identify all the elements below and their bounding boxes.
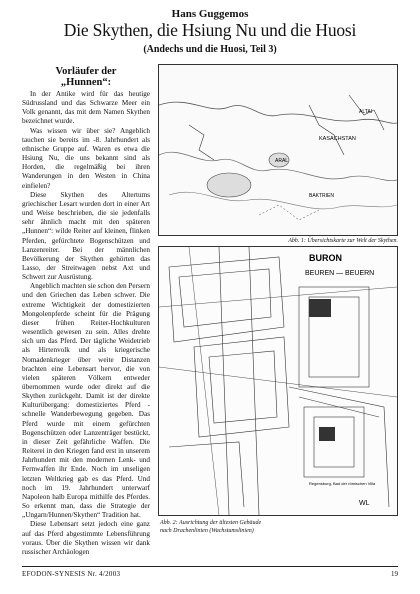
section-heading-line1: Vorläufer der — [55, 66, 117, 77]
plan-label-regensburg: Regensburg, Bad der römischen Villa — [309, 481, 376, 486]
plan-label-wl: WL — [359, 500, 370, 507]
paragraph: In der Antike wird für das heutige Südrussland und das Schwarze Meer ein Volk genannt, das mit dem Namen Skythen bezeichnet wurde. — [22, 90, 150, 126]
paragraph: Diese Skythen des Altertums griechischer Lesart wurden dort in einer Art und Weise beschrieben, die sie jedenfalls sehr ähnlich macht mit den späteren „Hunnen“: wilde Reiter auf kleinen, flinken Pferden, gefürchtete Bogenschützen und Lanzenreiter. Bei der männlichen Bevölkerung der Skythen gehörten das Lasso, der Streitwagen nebst Axt und Schwert zur Ausrüstung. — [22, 190, 150, 282]
section-heading-line2: „Hunnen“: — [60, 77, 112, 88]
map-label-kasachstan: KASACHSTAN — [319, 136, 356, 142]
article-subtitle: (Andechs und die Huosi, Teil 3) — [143, 44, 277, 55]
town-plan-figure — [158, 246, 398, 516]
page-number: 19 — [391, 570, 398, 578]
paragraph: Angeblich machten sie schon den Persern und den Griechen das Leben schwer. Die extreme Wichtigkeit der domestizierten Mongolenpferde scheint für die Prägung dieser frühen Reiter-Hochkulturen wesentlich gewesen zu sein. Alles drehte sich um das Pferd. Der tägliche Weidetrieb als Hirtenvolk und als kriegerische Nomadenkrieger über weite Distanzen brachten eine Lebensart hervor, die von vielen späteren Völkern entweder übernommen wurde oder direkt auf die Skythen zurückgeht. Damit ist der direkte Kulturübergang: domestiziertes Pferd - schnelle Wanderbewegung gegeben. Das Pferd wurde mit einem gefürchten Bogenschützen oder Lanzenträger bestückt, in dieser Zeit gefährliche Waffen. Die Reiterei in den Kriegen fand erst in unserem Jahrhundert mit den modernen Lenk- und Fernwaffen ihr Ende. Noch im unseligen letzten Weltkrieg gab es das Pferd. Und noch im 19. Jahrhundert unterwarf Napoleon halb Europa mithilfe des Pferdes. So erkennt man, dass die Strategie der „Ungarn/Hunnen/Skythen“ Tradition hat. — [22, 282, 150, 520]
journal-name: EFODON-SYNESIS Nr. 4/2003 — [22, 570, 121, 578]
paragraph: Was wissen wir über sie? Angeblich tauchen sie bereits im -8. Jahrhundert als ethnische Gruppe auf. Waren es etwa die Hsiung Nu, die uns bekannt sind als Horden, die regelmäßig bei ihren Wanderungen in den Westen in China einfielen? — [22, 126, 150, 190]
plan-label-buron: BURON — [309, 253, 342, 263]
paragraph: Diese Lebensart setzt jedoch eine ganz auf das Pferd abgestimmte Lebensführung voraus. Über die Skythen wissen wir dank russischer Archäologen — [22, 520, 150, 556]
plan-label-beuren: BEUREN — BEUERN — [305, 270, 375, 277]
map-label-altai: ALTAI — [359, 109, 373, 115]
section-heading — [22, 66, 150, 88]
figure-1-caption: Abb. 1: Übersichtskarte zur Welt der Skythen. — [288, 238, 398, 244]
map-label-baktrien: BAKTRIEN — [309, 193, 335, 199]
map-label-aral: ARAL — [275, 158, 289, 164]
scythian-world-map — [158, 64, 398, 236]
figure-2-caption: Abb. 2: Ausrichtung der ältesten Gebäude nach Drachenlinien (Wachstumslinien) — [160, 520, 262, 534]
text-column — [22, 66, 150, 562]
footer-rule — [22, 566, 398, 567]
article-title: Die Skythen, die Hsiung Nu und die Huosi — [63, 20, 357, 40]
author-name: Hans Guggemos — [171, 8, 249, 20]
